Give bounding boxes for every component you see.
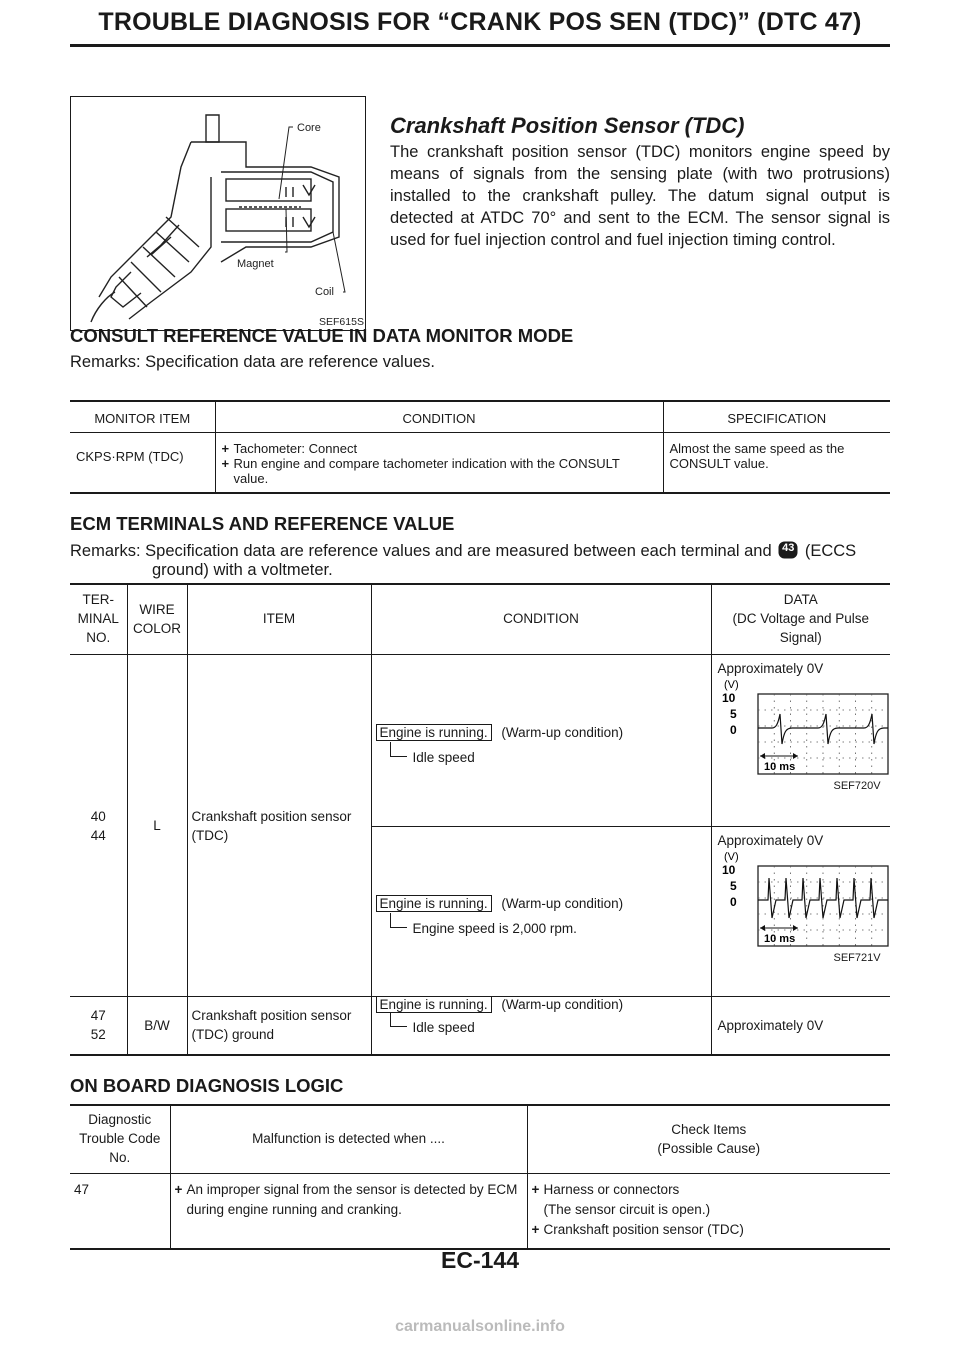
col-item: ITEM — [187, 584, 371, 655]
data-cell — [711, 655, 890, 827]
malfunction-cell: + An improper signal from the sensor is detected by ECM during engine running and cranking. — [170, 1174, 527, 1250]
ecm-row-47-52 — [70, 997, 890, 1055]
condition-note: (Warm-up condition) — [501, 724, 624, 740]
section-title: Crankshaft Position Sensor (TDC) — [390, 113, 745, 138]
col-terminal: TER- MINAL NO. — [70, 584, 127, 655]
data-value: Approximately 0V — [717, 661, 824, 676]
consult-remarks: Remarks: Specification data are reference values. — [70, 353, 436, 371]
check-item: Harness or connectors — [543, 1182, 680, 1197]
obd-heading: ON BOARD DIAGNOSIS LOGIC — [70, 1075, 344, 1096]
condition-text: Tachometer: Connect — [233, 441, 358, 456]
condition-sub: Idle speed — [412, 749, 475, 765]
label-coil: Coil — [315, 286, 334, 298]
ecm-table — [70, 583, 890, 1056]
sensor-figure — [70, 96, 366, 331]
label-core: Core — [297, 122, 321, 134]
scope-code: SEF720V — [833, 780, 881, 792]
terminal-no: 40 44 — [70, 655, 127, 997]
check-items-cell: + Harness or connectors (The sensor circuit is open.) + Crankshaft position sensor (TDC) — [527, 1174, 890, 1250]
condition-sub: Engine speed is 2,000 rpm. — [412, 920, 577, 936]
scope-tick-label: 0 — [729, 723, 737, 737]
scope-tick-label: 10 — [721, 863, 735, 877]
sensor-cutaway-drawing — [71, 97, 364, 329]
ecm-remarks-text2: (ECCS — [804, 542, 857, 560]
col-monitor-item: MONITOR ITEM — [70, 401, 215, 433]
condition-cell — [371, 827, 711, 997]
scope-tick-label: 5 — [729, 879, 737, 893]
data-value: Approximately 0V — [717, 833, 824, 848]
figure-code: SEF615S — [319, 316, 364, 328]
col-dtc: Diagnostic Trouble Code No. — [70, 1105, 170, 1174]
condition-note: (Warm-up condition) — [501, 997, 624, 1012]
page-number: EC-144 — [441, 1247, 519, 1273]
malfunction-text: An improper signal from the sensor is detected by ECM during engine running and cranking. — [186, 1182, 518, 1217]
condition-box: Engine is running. — [376, 895, 492, 912]
col-malfunction: Malfunction is detected when .... — [170, 1105, 527, 1174]
col-check-items: Check Items (Possible Cause) — [527, 1105, 890, 1174]
scope-timebase: 10 ms — [763, 761, 795, 773]
obd-table — [70, 1104, 890, 1250]
scope-timebase: 10 ms — [763, 933, 795, 945]
consult-heading: CONSULT REFERENCE VALUE IN DATA MONITOR MODE — [70, 325, 574, 346]
elbow-connector — [390, 1012, 407, 1027]
elbow-connector — [390, 742, 407, 757]
col-wire-color: WIRE COLOR — [127, 584, 187, 655]
condition-box: Engine is running. — [376, 996, 492, 1013]
section-body: The crankshaft position sensor (TDC) monitors engine speed by means of signals from the sensing plate (with two protrusions) installed to the crankshaft pulley. The datum signal output is detected at ATDC 70° and sent to the ECM. The sensor signal is used for fuel injection control and fuel injection timing control. — [390, 143, 890, 249]
ecm-remarks-text3: ground) with a voltmeter. — [152, 561, 333, 579]
label-magnet: Magnet — [237, 258, 274, 270]
terminal-43-badge — [778, 541, 798, 559]
monitor-item: CKPS·RPM (TDC) — [76, 449, 184, 464]
condition — [376, 724, 707, 765]
col-condition: CONDITION — [215, 401, 663, 433]
elbow-connector — [390, 913, 407, 928]
ecm-heading: ECM TERMINALS AND REFERENCE VALUE — [70, 513, 455, 534]
condition-text: Run engine and compare tachometer indication with the CONSULT value. — [233, 456, 620, 486]
condition-box: Engine is running. — [376, 724, 492, 741]
col-data: DATA (DC Voltage and Pulse Signal) — [711, 584, 890, 655]
condition-sub: Idle speed — [412, 1020, 475, 1035]
consult-header-row — [70, 401, 890, 433]
oscilloscope-idle-plot — [718, 676, 890, 796]
watermark: carmanualsonline.info — [395, 1318, 565, 1335]
ecm-remarks-text: Remarks: Specification data are reference values and are measured between each terminal and — [70, 542, 772, 560]
page-header-title: TROUBLE DIAGNOSIS FOR “CRANK POS SEN (TDC)” (DTC 47) — [98, 8, 862, 36]
condition-cell — [215, 433, 663, 494]
condition — [376, 997, 707, 1035]
item: Crankshaft position sensor (TDC) ground — [187, 997, 371, 1055]
condition-cell — [371, 655, 711, 827]
scope-unit: (V) — [723, 851, 739, 863]
wire-color: L — [127, 655, 187, 997]
wire-color: B/W — [127, 997, 187, 1055]
oscilloscope-idle — [718, 676, 884, 799]
header-rule — [70, 44, 890, 47]
data-value: Approximately 0V — [711, 997, 890, 1055]
check-item-note: (The sensor circuit is open.) — [543, 1202, 711, 1217]
obd-header-row — [70, 1105, 890, 1174]
oscilloscope-2000rpm — [718, 848, 884, 971]
condition — [376, 895, 707, 936]
scope-tick-label: 0 — [729, 895, 737, 909]
scope-code: SEF721V — [833, 952, 881, 964]
condition-note: (Warm-up condition) — [501, 895, 624, 911]
consult-row — [70, 433, 890, 494]
scope-tick-label: 5 — [729, 707, 737, 721]
oscilloscope-2000rpm-plot — [718, 848, 890, 968]
ecm-header-row — [70, 584, 890, 655]
specification: Almost the same speed as the CONSULT value. — [663, 433, 890, 494]
condition-bullet: + Run engine and compare tachometer indication with the CONSULT value. — [222, 456, 657, 486]
condition-cell — [371, 997, 711, 1055]
terminal-43-number: 43 — [782, 542, 795, 554]
dtc-code: 47 — [74, 1182, 90, 1197]
data-cell — [711, 827, 890, 997]
ecm-remarks — [70, 541, 890, 580]
ecm-row-40-44-idle — [70, 655, 890, 827]
item: Crankshaft position sensor (TDC) — [187, 655, 371, 997]
scope-tick-label: 10 — [721, 691, 735, 705]
col-condition: CONDITION — [371, 584, 711, 655]
consult-table — [70, 400, 890, 494]
condition-bullet: + Tachometer: Connect — [221, 441, 358, 456]
col-specification: SPECIFICATION — [663, 401, 890, 433]
obd-row — [70, 1174, 890, 1250]
check-item: Crankshaft position sensor (TDC) — [543, 1222, 744, 1237]
scope-unit: (V) — [723, 679, 739, 691]
terminal-no: 47 52 — [70, 997, 127, 1055]
